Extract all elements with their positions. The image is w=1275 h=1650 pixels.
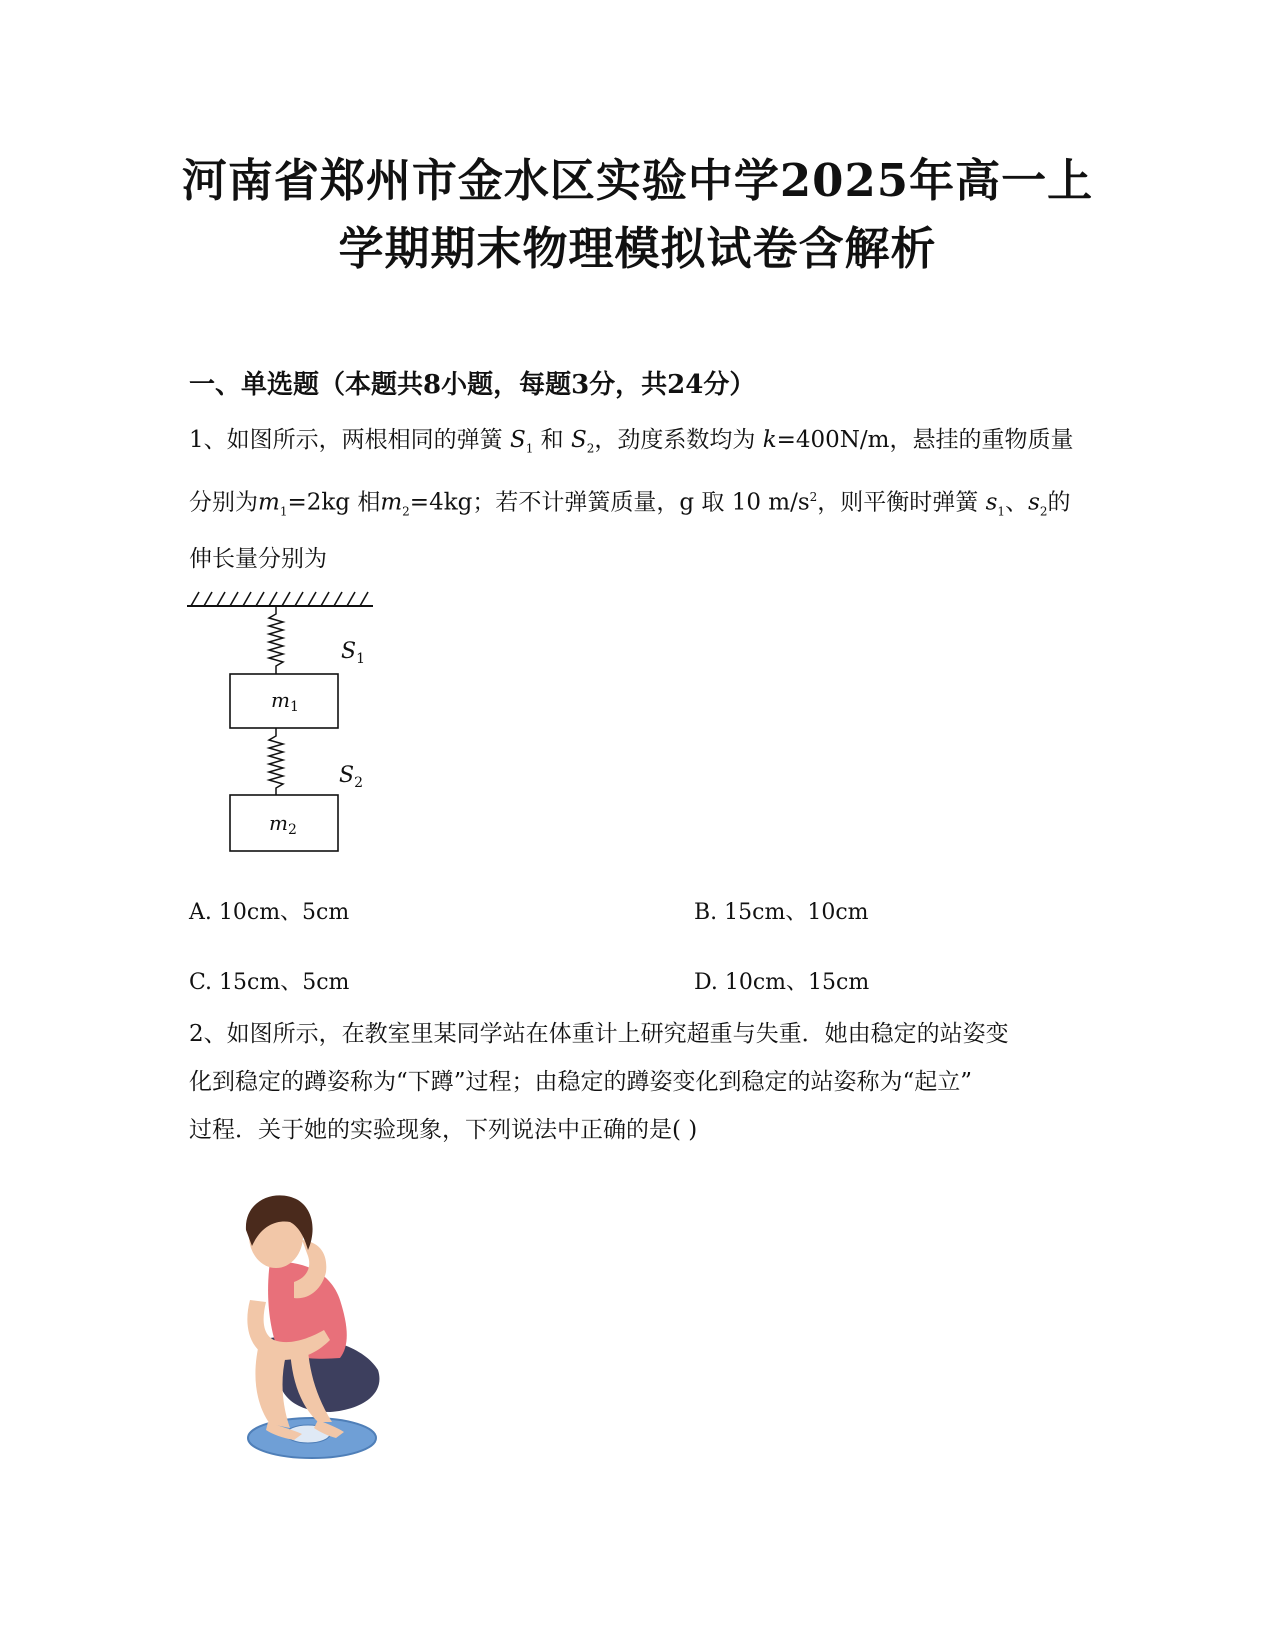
question-2-text bbox=[189, 1010, 1089, 1154]
spring-s1 bbox=[269, 606, 283, 674]
option-c: C. 15cm、5cm bbox=[189, 970, 350, 995]
question-2-line-3: 过程．关于她的实验现象，下列说法中正确的是( ) bbox=[189, 1117, 698, 1143]
question-1-line-1: 1、如图所示，两根相同的弹簧 $S_1$ 和 $S_2$，劲度系数均为 k=400N/m，悬挂的重物质量 bbox=[189, 427, 1074, 456]
label-s1: $S_1$ bbox=[341, 639, 365, 667]
question-2-line-2: 化到稳定的蹲姿称为“下蹲”过程；由稳定的蹲姿变化到稳定的站姿称为“起立” bbox=[189, 1069, 973, 1095]
squatting-girl-on-scale-photo bbox=[190, 1190, 426, 1460]
label-m1: $m_1$ bbox=[271, 688, 299, 715]
question-1-line-3: 伸长量分别为 bbox=[189, 545, 327, 572]
label-s2: $S_2$ bbox=[339, 763, 363, 791]
label-m2: $m_2$ bbox=[269, 811, 297, 838]
option-b: B. 15cm、10cm bbox=[694, 900, 869, 925]
question-2-line-1: 2、如图所示，在教室里某同学站在体重计上研究超重与失重．她由稳定的站姿变 bbox=[189, 1021, 1009, 1047]
page-title-line-1: 河南省郑州市金水区实验中学2025年高一上 bbox=[181, 154, 1094, 207]
ceiling-hatch bbox=[191, 592, 368, 606]
option-d: D. 10cm、15cm bbox=[694, 970, 870, 995]
spring-s2 bbox=[269, 728, 283, 795]
section-heading: 一、单选题（本题共8小题，每题3分，共24分） bbox=[189, 370, 756, 400]
question-1-text bbox=[189, 416, 1089, 583]
page-title-line-2: 学期期末物理模拟试卷含解析 bbox=[338, 222, 937, 275]
option-a: A. 10cm、5cm bbox=[189, 900, 350, 925]
spring-mass-diagram bbox=[185, 590, 385, 860]
question-1-line-2: 分别为$m_1=2kg$ 相$m_2=4kg$；若不计弹簧质量，g 取 10 $m/s^2$，则平衡时弹簧 $s_1$、$s_2$的 bbox=[189, 489, 1071, 518]
